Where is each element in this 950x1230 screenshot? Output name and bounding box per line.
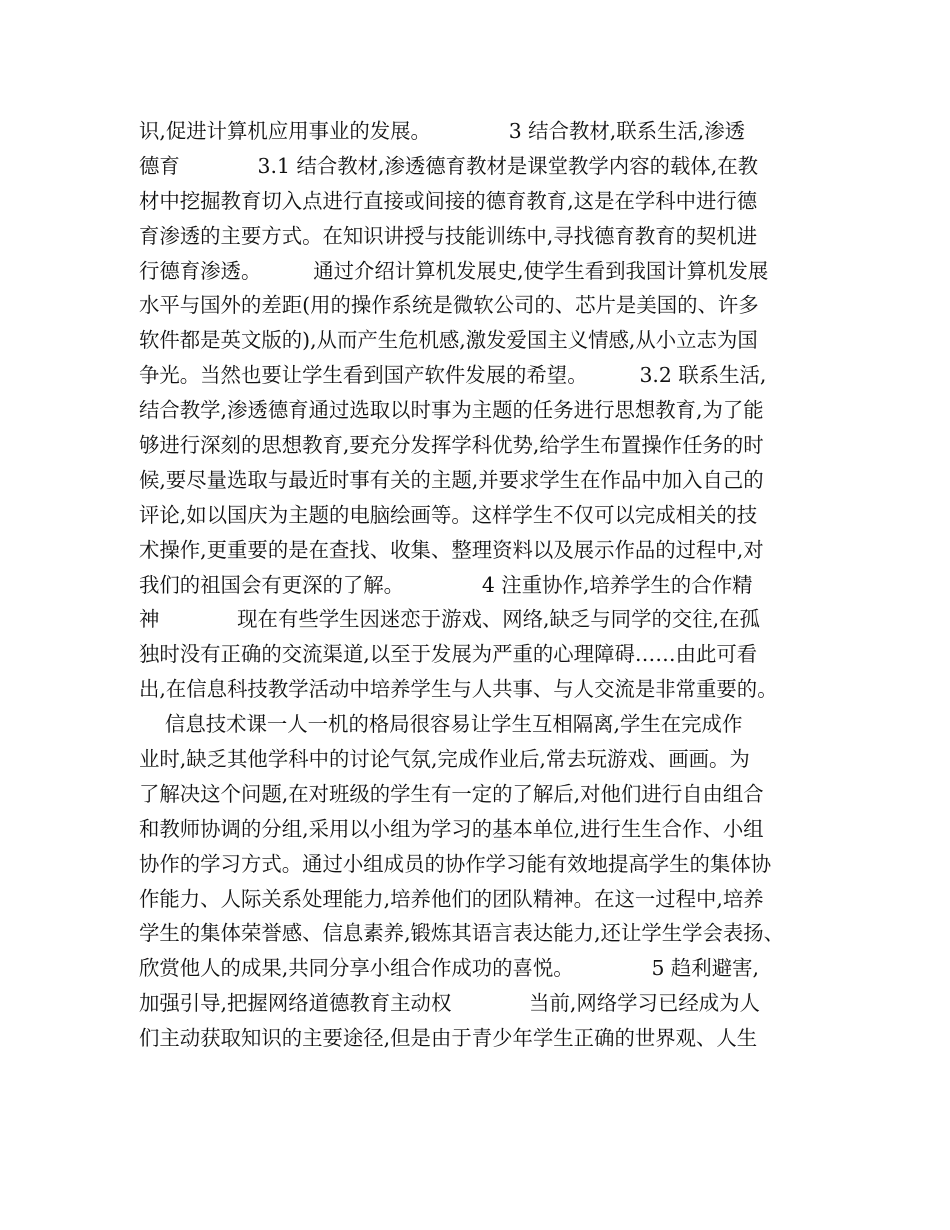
text-line: 育渗透的主要方式。在知识讲授与技能训练中,寻找德育教育的契机进 [139,223,758,248]
text-line: 水平与国外的差距(用的操作系统是微软公司的、芯片是美国的、许多 [139,293,759,318]
text-line: 识,促进计算机应用事业的发展。 3 结合教材,联系生活,渗透 [139,119,746,143]
text-line: 出,在信息科技教学活动中培养学生与人共事、与人交流是非常重要的。 [139,677,778,702]
text-line: 材中挖掘教育切入点进行直接或间接的德育教育,这是在学科中进行德 [139,188,758,213]
text-line: 神 现在有些学生因迷恋于游戏、网络,缺乏与同学的交往,在孤 [139,607,760,632]
text-line: 德育 3.1 结合教材,渗透德育教材是课堂教学内容的载体,在教 [139,153,759,178]
text-line: 信息技术课一人一机的格局很容易让学生互相隔离,学生在完成作 [139,712,743,737]
text-line: 业时,缺乏其他学科中的讨论气氛,完成作业后,常去玩游戏、画画。为 [139,747,750,772]
text-line: 结合教学,渗透德育通过选取以时事为主题的任务进行思想教育,为了能 [139,398,764,423]
text-line: 作能力、人际关系处理能力,培养他们的团队精神。在这一过程中,培养 [139,886,764,911]
text-line: 行德育渗透。 通过介绍计算机发展史,使学生看到我国计算机发展 [139,258,769,283]
text-line: 加强引导,把握网络道德教育主动权 当前,网络学习已经成为人 [139,991,760,1016]
text-line: 候,要尽量选取与最近时事有关的主题,并要求学生在作品中加入自己的 [139,467,764,492]
text-line: 们主动获取知识的主要途径,但是由于青少年学生正确的世界观、人生 [139,1026,758,1051]
body-text [139,114,819,1056]
text-line: 独时没有正确的交流渠道,以至于发展为严重的心理障碍……由此可看 [139,642,758,667]
text-line: 我们的祖国会有更深的了解。 4 注重协作,培养学生的合作精 [139,572,753,597]
text-line: 欣赏他人的成果,共同分享小组合作成功的喜悦。 5 趋利避害, [139,956,759,981]
text-line: 了解决这个问题,在对班级的学生有一定的了解后,对他们进行自由组合 [139,781,764,806]
text-line: 够进行深刻的思想教育,要充分发挥学科优势,给学生布置操作任务的时 [139,433,764,458]
text-line: 评论,如以国庆为主题的电脑绘画等。这样学生不仅可以完成相关的技 [139,502,758,527]
text-line: 争光。当然也要让学生看到国产软件发展的希望。 3.2 联系生活, [139,363,767,388]
text-line: 术操作,更重要的是在查找、收集、整理资料以及展示作品的过程中,对 [139,537,764,562]
text-line: 软件都是英文版的),从而产生危机感,激发爱国主义情感,从小立志为国 [139,328,758,353]
text-line: 学生的集体荣誉感、信息素养,锻炼其语言表达能力,还让学生学会表扬、 [139,921,785,946]
text-line: 协作的学习方式。通过小组成员的协作学习能有效地提高学生的集体协 [139,851,772,876]
text-line: 和教师协调的分组,采用以小组为学习的基本单位,进行生生合作、小组 [139,816,764,841]
